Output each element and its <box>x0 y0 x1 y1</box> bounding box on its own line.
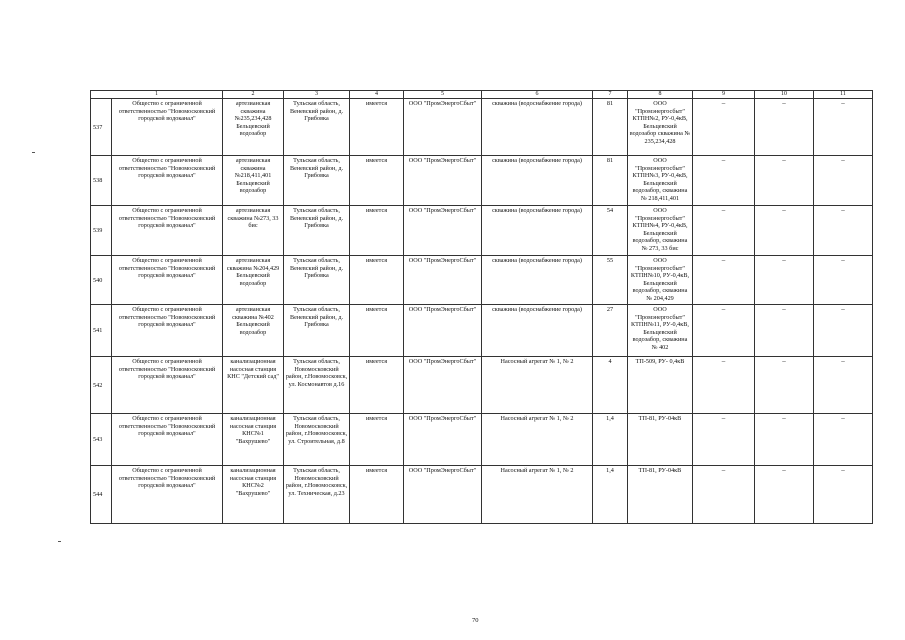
owner-cell: Общество с ограниченной ответственностью "Новомосковский городской водоканал" <box>112 357 223 414</box>
col11-cell: – <box>814 414 873 466</box>
col10-cell: – <box>755 357 814 414</box>
feed-point-cell: ТП-81, РУ-04кВ <box>628 414 693 466</box>
col-header-3: 3 <box>284 91 350 99</box>
table-header <box>91 91 873 99</box>
power-cell: 1,4 <box>593 466 628 524</box>
row-number: 540 <box>91 256 112 305</box>
supplier-cell: ООО "ПромЭнергоСбыт" <box>404 156 482 206</box>
col11-cell: – <box>814 305 873 357</box>
owner-cell: Общество с ограниченной ответственностью "Новомосковский городской водоканал" <box>112 156 223 206</box>
equipment-cell: Насосный агрегат № 1, № 2 <box>482 466 593 524</box>
equipment-cell: скважина (водоснабжение города) <box>482 256 593 305</box>
object-cell: артезианская скважина №402 Бельцевский водозабор <box>223 305 284 357</box>
table-row <box>91 357 873 414</box>
col11-cell: – <box>814 256 873 305</box>
row-number: 542 <box>91 357 112 414</box>
col9-cell: – <box>693 156 755 206</box>
supplier-cell: ООО "ПромЭнергоСбыт" <box>404 466 482 524</box>
table-row <box>91 156 873 206</box>
object-cell: артезианская скважина №204,429 Бельцевский водозабор <box>223 256 284 305</box>
col9-cell: – <box>693 357 755 414</box>
equipment-cell: Насосный агрегат № 1, № 2 <box>482 357 593 414</box>
address-cell: Тульская область, Веневский район, д. Грибовка <box>284 305 350 357</box>
table-row <box>91 256 873 305</box>
col-header-2: 2 <box>223 91 284 99</box>
supplier-cell: ООО "ПромЭнергоСбыт" <box>404 99 482 156</box>
table-row <box>91 414 873 466</box>
row-number: 541 <box>91 305 112 357</box>
register-table <box>90 90 873 524</box>
col11-cell: – <box>814 357 873 414</box>
owner-cell: Общество с ограниченной ответственностью "Новомосковский городской водоканал" <box>112 466 223 524</box>
supplier-cell: ООО "ПромЭнергоСбыт" <box>404 414 482 466</box>
row-number: 538 <box>91 156 112 206</box>
table-row <box>91 206 873 256</box>
power-cell: 54 <box>593 206 628 256</box>
supplier-cell: ООО "ПромЭнергоСбыт" <box>404 305 482 357</box>
address-cell: Тульская область, Новомосковский район, г.Новомосковск, ул. Техническая, д.23 <box>284 466 350 524</box>
table-row <box>91 99 873 156</box>
owner-cell: Общество с ограниченной ответственностью "Новомосковский городской водоканал" <box>112 206 223 256</box>
feed-point-cell: ТП-509, РУ- 0,4кВ <box>628 357 693 414</box>
col9-cell: – <box>693 206 755 256</box>
object-cell: канализационная насосная станция КНС "Детский сад" <box>223 357 284 414</box>
availability-cell: имеется <box>350 414 404 466</box>
row-number: 537 <box>91 99 112 156</box>
address-cell: Тульская область, Веневский район, д. Грибовка <box>284 99 350 156</box>
col-header-10: 10 <box>755 91 814 99</box>
feed-point-cell: ООО "Промэнергосбыт" КТПН№3, РУ-0,4кВ, Бельцевский водозабор, скважина № 218,411,401 <box>628 156 693 206</box>
col-header-7: 7 <box>593 91 628 99</box>
feed-point-cell: ООО "Промэнергосбыт" КТПН№2, РУ-0,4кВ, Бельцевский водозабор скважина № 235,234,428 <box>628 99 693 156</box>
col-header-9: 9 <box>693 91 755 99</box>
col9-cell: – <box>693 305 755 357</box>
col-header-5: 5 <box>404 91 482 99</box>
equipment-cell: Насосный агрегат № 1, № 2 <box>482 414 593 466</box>
col10-cell: – <box>755 305 814 357</box>
availability-cell: имеется <box>350 206 404 256</box>
address-cell: Тульская область, Веневский район, д. Грибовка <box>284 156 350 206</box>
equipment-cell: скважина (водоснабжение города) <box>482 156 593 206</box>
object-cell: канализационная насосная станция КНС№1 "Вахрушево" <box>223 414 284 466</box>
col-header-4: 4 <box>350 91 404 99</box>
availability-cell: имеется <box>350 156 404 206</box>
object-cell: артезианская скважина №273, 33 бис <box>223 206 284 256</box>
col11-cell: – <box>814 156 873 206</box>
col11-cell: – <box>814 99 873 156</box>
power-cell: 55 <box>593 256 628 305</box>
col11-cell: – <box>814 466 873 524</box>
row-number: 544 <box>91 466 112 524</box>
power-cell: 4 <box>593 357 628 414</box>
col-header-11: 11 <box>814 91 873 99</box>
col-header-6: 6 <box>482 91 593 99</box>
availability-cell: имеется <box>350 357 404 414</box>
feed-point-cell: ТП-81, РУ-04кВ <box>628 466 693 524</box>
owner-cell: Общество с ограниченной ответственностью "Новомосковский городской водоканал" <box>112 256 223 305</box>
equipment-cell: скважина (водоснабжение города) <box>482 305 593 357</box>
supplier-cell: ООО "ПромЭнергоСбыт" <box>404 206 482 256</box>
col10-cell: – <box>755 206 814 256</box>
col10-cell: – <box>755 256 814 305</box>
supplier-cell: ООО "ПромЭнергоСбыт" <box>404 256 482 305</box>
address-cell: Тульская область, Новомосковский район, г.Новомосковск, ул. Строительная, д.8 <box>284 414 350 466</box>
object-cell: артезианская скважина №235,234,428 Бельцевский водозабор <box>223 99 284 156</box>
owner-cell: Общество с ограниченной ответственностью "Новомосковский городской водоканал" <box>112 99 223 156</box>
scan-speck <box>58 541 61 542</box>
col10-cell: – <box>755 414 814 466</box>
col9-cell: – <box>693 466 755 524</box>
col9-cell: – <box>693 414 755 466</box>
col11-cell: – <box>814 206 873 256</box>
col9-cell: – <box>693 99 755 156</box>
feed-point-cell: ООО "Промэнергосбыт" КТПН№11, РУ-0,4кВ, Бельцевский водозабор, скважина № 402 <box>628 305 693 357</box>
address-cell: Тульская область, Новомосковский район, г.Новомосковск, ул. Космонавтов д.16 <box>284 357 350 414</box>
object-cell: артезианская скважина №218,411,401 Бельцевский водозабор <box>223 156 284 206</box>
col10-cell: – <box>755 156 814 206</box>
feed-point-cell: ООО "Промэнергосбыт" КТПН№4, РУ-0,4кВ, Бельцевский водозабор, скважина № 273, 33 бис <box>628 206 693 256</box>
address-cell: Тульская область, Веневский район, д. Грибовка <box>284 206 350 256</box>
supplier-cell: ООО "ПромЭнергоСбыт" <box>404 357 482 414</box>
col-header-8: 8 <box>628 91 693 99</box>
availability-cell: имеется <box>350 305 404 357</box>
col9-cell: – <box>693 256 755 305</box>
owner-cell: Общество с ограниченной ответственностью "Новомосковский городской водоканал" <box>112 305 223 357</box>
power-cell: 1,4 <box>593 414 628 466</box>
power-cell: 27 <box>593 305 628 357</box>
availability-cell: имеется <box>350 99 404 156</box>
page-number: 70 <box>472 617 479 624</box>
col10-cell: – <box>755 99 814 156</box>
col10-cell: – <box>755 466 814 524</box>
table-row <box>91 305 873 357</box>
power-cell: 81 <box>593 156 628 206</box>
row-number: 543 <box>91 414 112 466</box>
col-header-1: 1 <box>91 91 223 99</box>
scan-speck <box>32 152 35 153</box>
equipment-cell: скважина (водоснабжение города) <box>482 206 593 256</box>
table-body <box>91 99 873 524</box>
address-cell: Тульская область, Веневский район, д. Грибовка <box>284 256 350 305</box>
availability-cell: имеется <box>350 466 404 524</box>
feed-point-cell: ООО "Промэнергосбыт" КТПН№10, РУ-0,4кВ, Бельцевский водозабор, скважина № 204,429 <box>628 256 693 305</box>
row-number: 539 <box>91 206 112 256</box>
object-cell: канализационная насосная станция КНС№2 "Вахрушево" <box>223 466 284 524</box>
power-cell: 81 <box>593 99 628 156</box>
owner-cell: Общество с ограниченной ответственностью "Новомосковский городской водоканал" <box>112 414 223 466</box>
table-row <box>91 466 873 524</box>
equipment-cell: скважина (водоснабжение города) <box>482 99 593 156</box>
availability-cell: имеется <box>350 256 404 305</box>
